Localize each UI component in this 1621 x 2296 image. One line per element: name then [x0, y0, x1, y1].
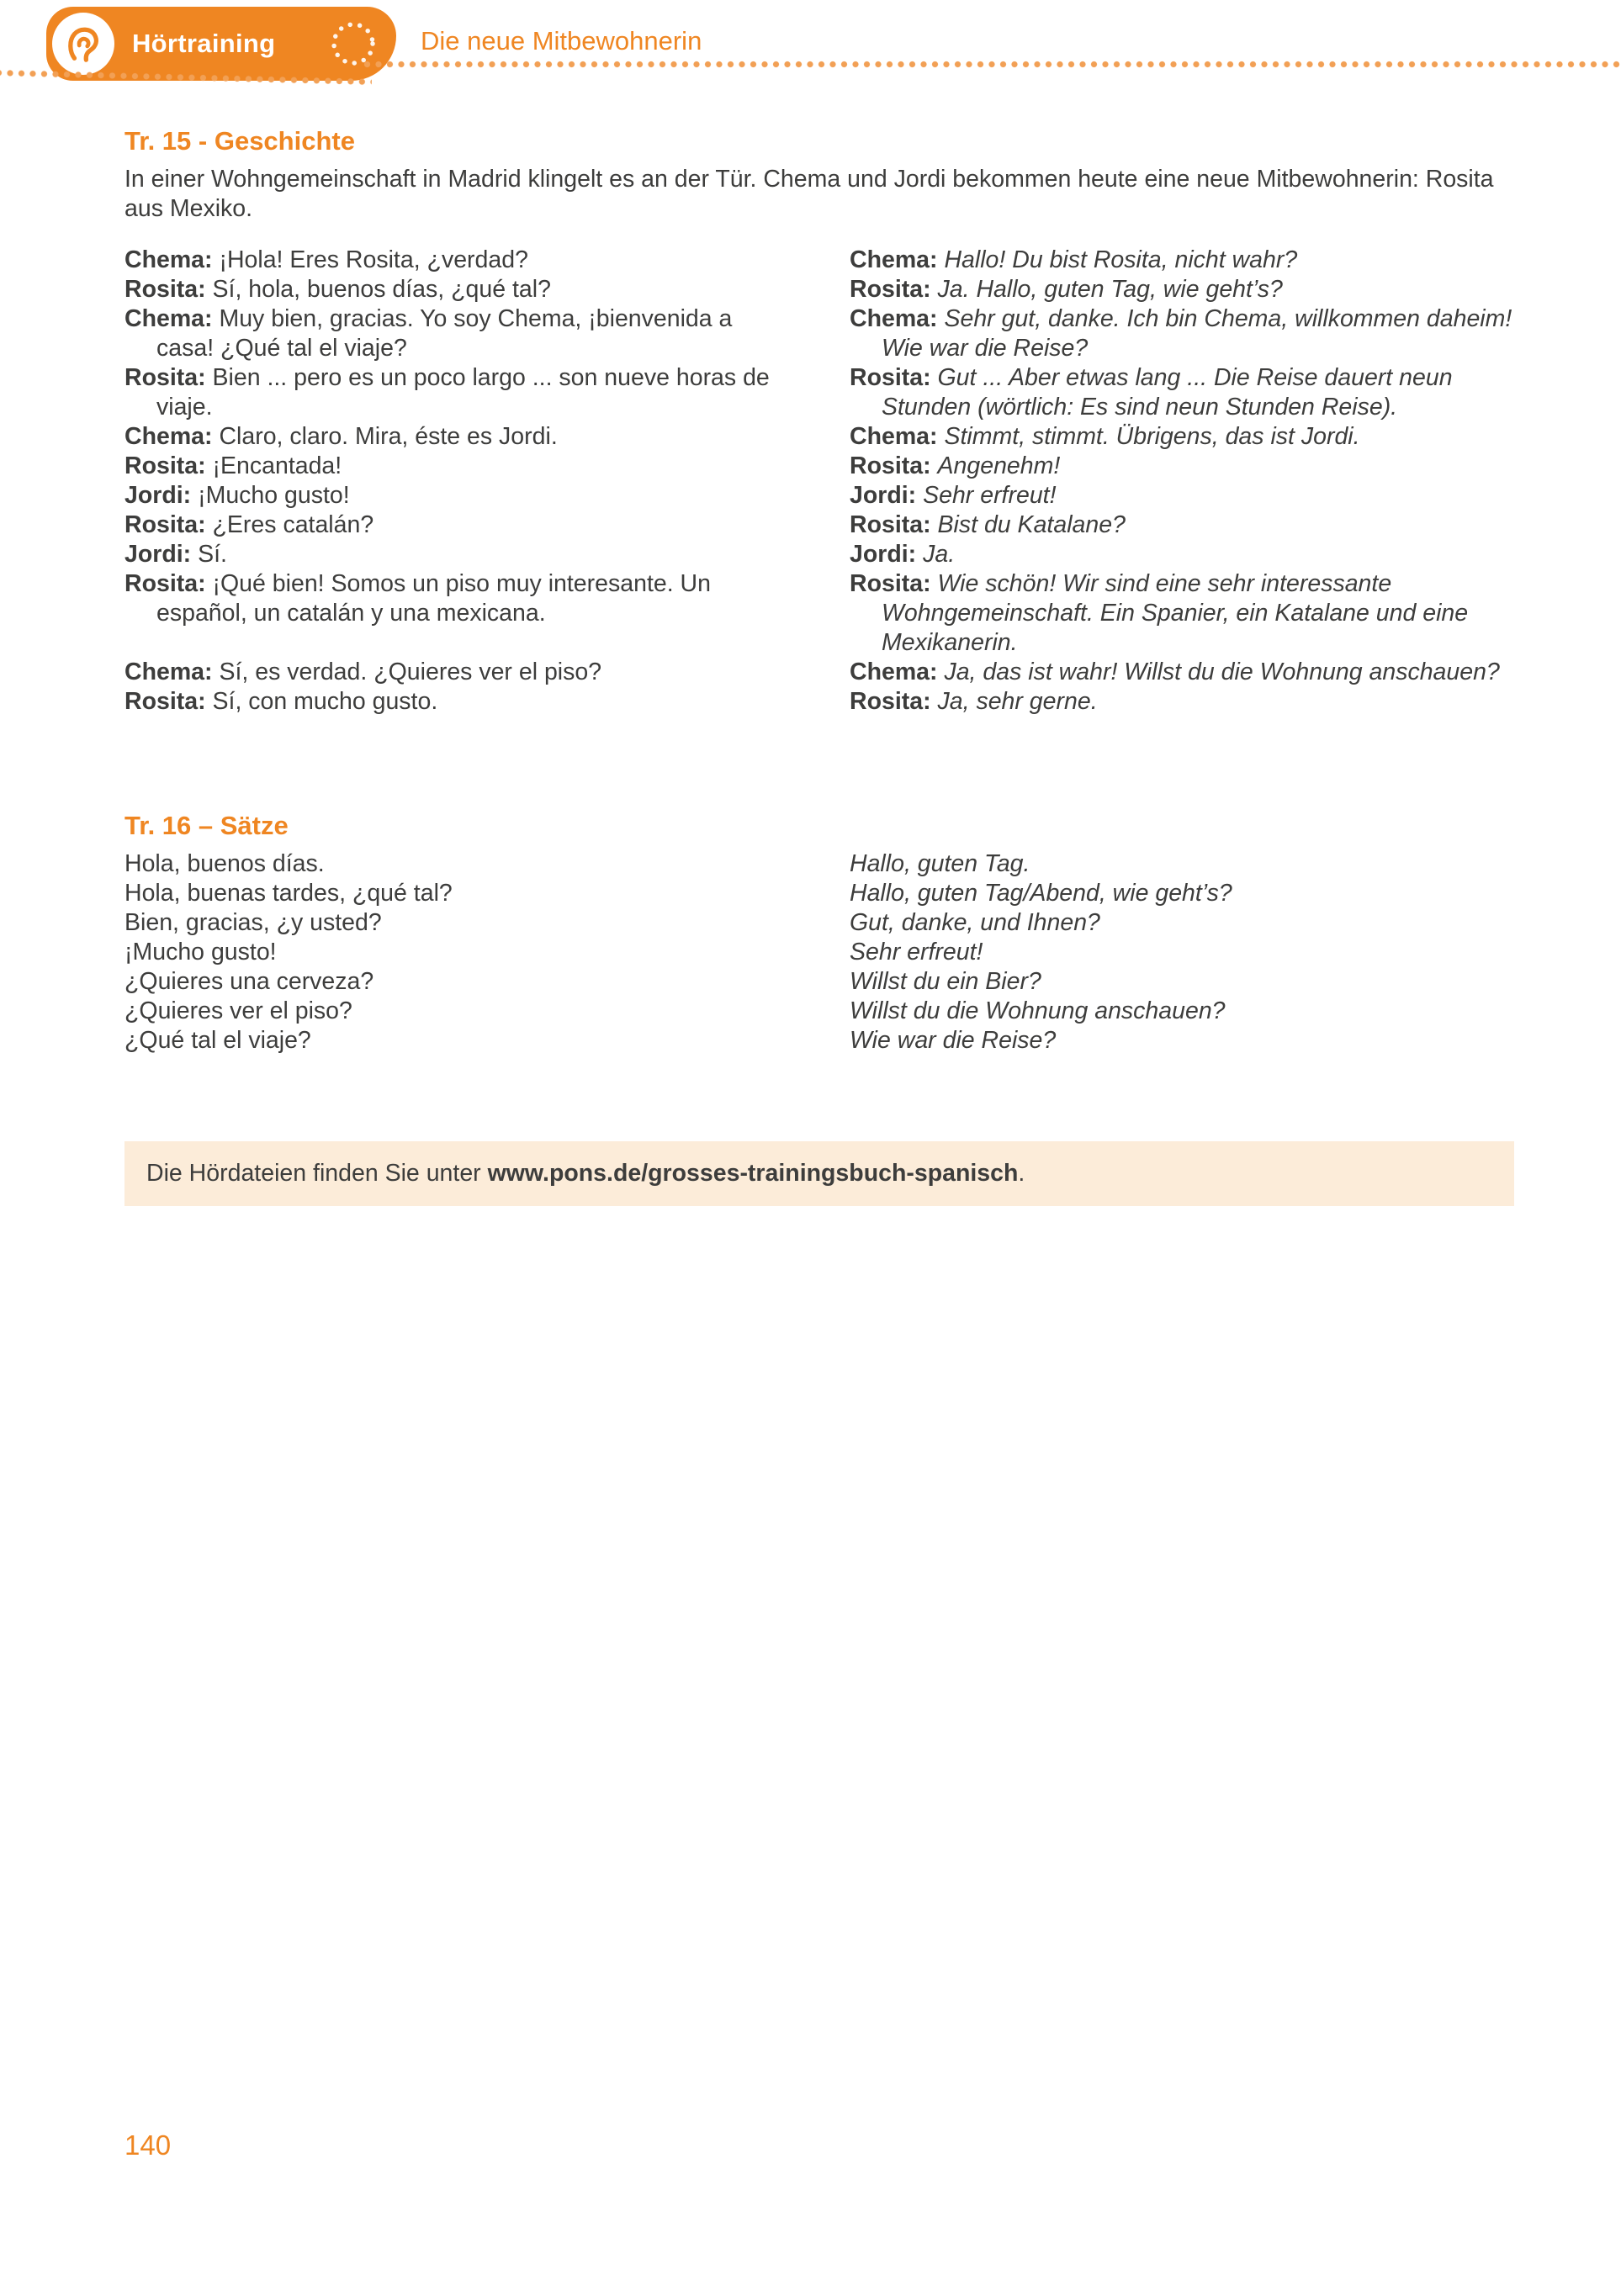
dialogue-line-es	[124, 422, 789, 452]
dialogue-line-de	[850, 511, 1514, 540]
speaker-label: Chema:	[124, 659, 220, 685]
dialogue-line-es	[124, 658, 789, 687]
dialogue-line-es	[124, 540, 789, 569]
speaker-label: Rosita:	[124, 452, 213, 479]
dialogue-line-de	[850, 658, 1514, 687]
story-intro: In einer Wohngemeinschaft in Madrid klingelt es an der Tür. Chema und Jordi bekommen heute eine neue Mitbewohnerin: Rosita aus Mexiko.	[124, 166, 1494, 222]
utterance-text: Hallo! Du bist Rosita, nicht wahr?	[944, 246, 1298, 273]
sentence-es: ¿Qué tal el viaje?	[124, 1027, 311, 1054]
speaker-label: Rosita:	[124, 364, 213, 391]
dialogue-line-es	[124, 481, 789, 511]
utterance-text: Bist du Katalane?	[937, 511, 1126, 538]
utterance-text: ¡Mucho gusto!	[198, 482, 350, 509]
ear-badge	[52, 13, 114, 75]
header-tab	[46, 7, 396, 81]
speaker-label: Rosita:	[850, 511, 938, 538]
sentence-es: ¡Mucho gusto!	[124, 939, 277, 965]
sentence-de: Hallo, guten Tag/Abend, wie geht’s?	[850, 880, 1232, 907]
speaker-label: Jordi:	[850, 482, 924, 509]
speaker-label: Rosita:	[124, 511, 213, 538]
sentence-es: Hola, buenos días.	[124, 850, 325, 877]
track16-heading: Tr. 16 – Sätze	[124, 811, 289, 840]
utterance-text: Ja.	[923, 541, 956, 568]
dotted-divider-right	[363, 61, 1621, 68]
track15-heading: Tr. 15 - Geschichte	[124, 126, 355, 156]
utterance-text: ¡Encantada!	[212, 452, 342, 479]
speaker-label: Rosita:	[124, 688, 213, 715]
speaker-label: Chema:	[850, 305, 945, 332]
header-section-label: Hörtraining	[132, 29, 276, 58]
dialogue-line-es	[124, 569, 789, 658]
utterance-text: Claro, claro. Mira, éste es Jordi.	[219, 423, 558, 450]
dialogue-line-es	[124, 511, 789, 540]
dialogue-line-es	[124, 687, 789, 717]
utterance-text: Ja, sehr gerne.	[937, 688, 1098, 715]
chapter-title: Die neue Mitbewohnerin	[421, 26, 702, 56]
sentence-es: Hola, buenas tardes, ¿qué tal?	[124, 880, 453, 907]
speaker-label: Chema:	[850, 423, 945, 450]
page-number: 140	[124, 2129, 172, 2161]
speaker-label: Rosita:	[124, 570, 213, 597]
utterance-text: Wie schön! Wir sind eine sehr interessante Wohngemeinschaft. Ein Spanier, ein Katalane und eine Mexikanerin.	[882, 570, 1469, 656]
speaker-label: Chema:	[124, 423, 220, 450]
dialogue-line-de	[850, 452, 1514, 481]
utterance-text: Sí.	[198, 541, 227, 568]
dialogue-line-de	[850, 481, 1514, 511]
ear-icon	[64, 24, 103, 63]
dialogue-line-es	[124, 304, 789, 363]
speaker-label: Chema:	[850, 246, 945, 273]
speaker-label: Jordi:	[850, 541, 924, 568]
speaker-label: Rosita:	[850, 452, 938, 479]
utterance-text: Gut ... Aber etwas lang ... Die Reise dauert neun Stunden (wörtlich: Es sind neun Stunden Reise).	[882, 364, 1453, 421]
sentence-de: Wie war die Reise?	[850, 1027, 1057, 1054]
speaker-label: Rosita:	[850, 570, 938, 597]
utterance-text: Muy bien, gracias. Yo soy Chema, ¡bienvenida a casa! ¿Qué tal el viaje?	[156, 305, 733, 362]
utterance-text: ¿Eres catalán?	[212, 511, 374, 538]
page-content	[124, 91, 1514, 1206]
dialogue-line-es	[124, 246, 789, 275]
audio-note-text: Die Hördateien finden Sie unter	[146, 1160, 488, 1187]
utterance-text: Stimmt, stimmt. Übrigens, das ist Jordi.	[944, 423, 1360, 450]
dialogue-line-de	[850, 569, 1514, 658]
audio-note-url: www.pons.de/grosses-trainingsbuch-spanisch	[487, 1160, 1019, 1187]
dialogue-line-de	[850, 275, 1514, 304]
utterance-text: Sí, con mucho gusto.	[212, 688, 438, 715]
dialogue-grid	[124, 246, 1514, 717]
utterance-text: Angenehm!	[937, 452, 1061, 479]
sentence-de: Willst du die Wohnung anschauen?	[850, 997, 1226, 1024]
speaker-label: Rosita:	[850, 688, 938, 715]
dialogue-line-de	[850, 422, 1514, 452]
sentence-es: ¿Quieres una cerveza?	[124, 968, 374, 995]
sentence-de: Willst du ein Bier?	[850, 968, 1041, 995]
speaker-label: Jordi:	[124, 541, 199, 568]
speaker-label: Jordi:	[124, 482, 199, 509]
utterance-text: Ja. Hallo, guten Tag, wie geht’s?	[937, 276, 1283, 303]
speaker-label: Chema:	[124, 305, 220, 332]
audio-note-box	[124, 1141, 1514, 1206]
dialogue-line-es	[124, 452, 789, 481]
utterance-text: Sehr gut, danke. Ich bin Chema, willkommen daheim! Wie war die Reise?	[882, 305, 1512, 362]
speaker-label: Chema:	[850, 659, 945, 685]
dialogue-line-de	[850, 246, 1514, 275]
dialogue-line-de	[850, 540, 1514, 569]
utterance-text: Ja, das ist wahr! Willst du die Wohnung anschauen?	[944, 659, 1500, 685]
speaker-label: Chema:	[124, 246, 220, 273]
dialogue-line-de	[850, 687, 1514, 717]
sentence-de: Hallo, guten Tag.	[850, 850, 1030, 877]
utterance-text: ¡Hola! Eres Rosita, ¿verdad?	[219, 246, 528, 273]
sentence-es: ¿Quieres ver el piso?	[124, 997, 352, 1024]
sentence-de: Sehr erfreut!	[850, 939, 983, 965]
utterance-text: Sí, hola, buenos días, ¿qué tal?	[212, 276, 551, 303]
dialogue-line-es	[124, 363, 789, 422]
page-header	[0, 0, 1621, 91]
sentences-grid	[124, 849, 1514, 1055]
speaker-label: Rosita:	[850, 276, 938, 303]
dialogue-line-es	[124, 275, 789, 304]
speaker-label: Rosita:	[124, 276, 213, 303]
utterance-text: Bien ... pero es un poco largo ... son nueve horas de viaje.	[156, 364, 770, 421]
sentence-de: Gut, danke, und Ihnen?	[850, 909, 1100, 936]
utterance-text: ¡Qué bien! Somos un piso muy interesante. Un español, un catalán y una mexicana.	[156, 570, 711, 627]
audio-note-period: .	[1018, 1160, 1025, 1187]
dialogue-line-de	[850, 304, 1514, 363]
speaker-label: Rosita:	[850, 364, 938, 391]
dialogue-line-de	[850, 363, 1514, 422]
utterance-text: Sehr erfreut!	[923, 482, 1057, 509]
sentence-es: Bien, gracias, ¿y usted?	[124, 909, 382, 936]
utterance-text: Sí, es verdad. ¿Quieres ver el piso?	[219, 659, 602, 685]
